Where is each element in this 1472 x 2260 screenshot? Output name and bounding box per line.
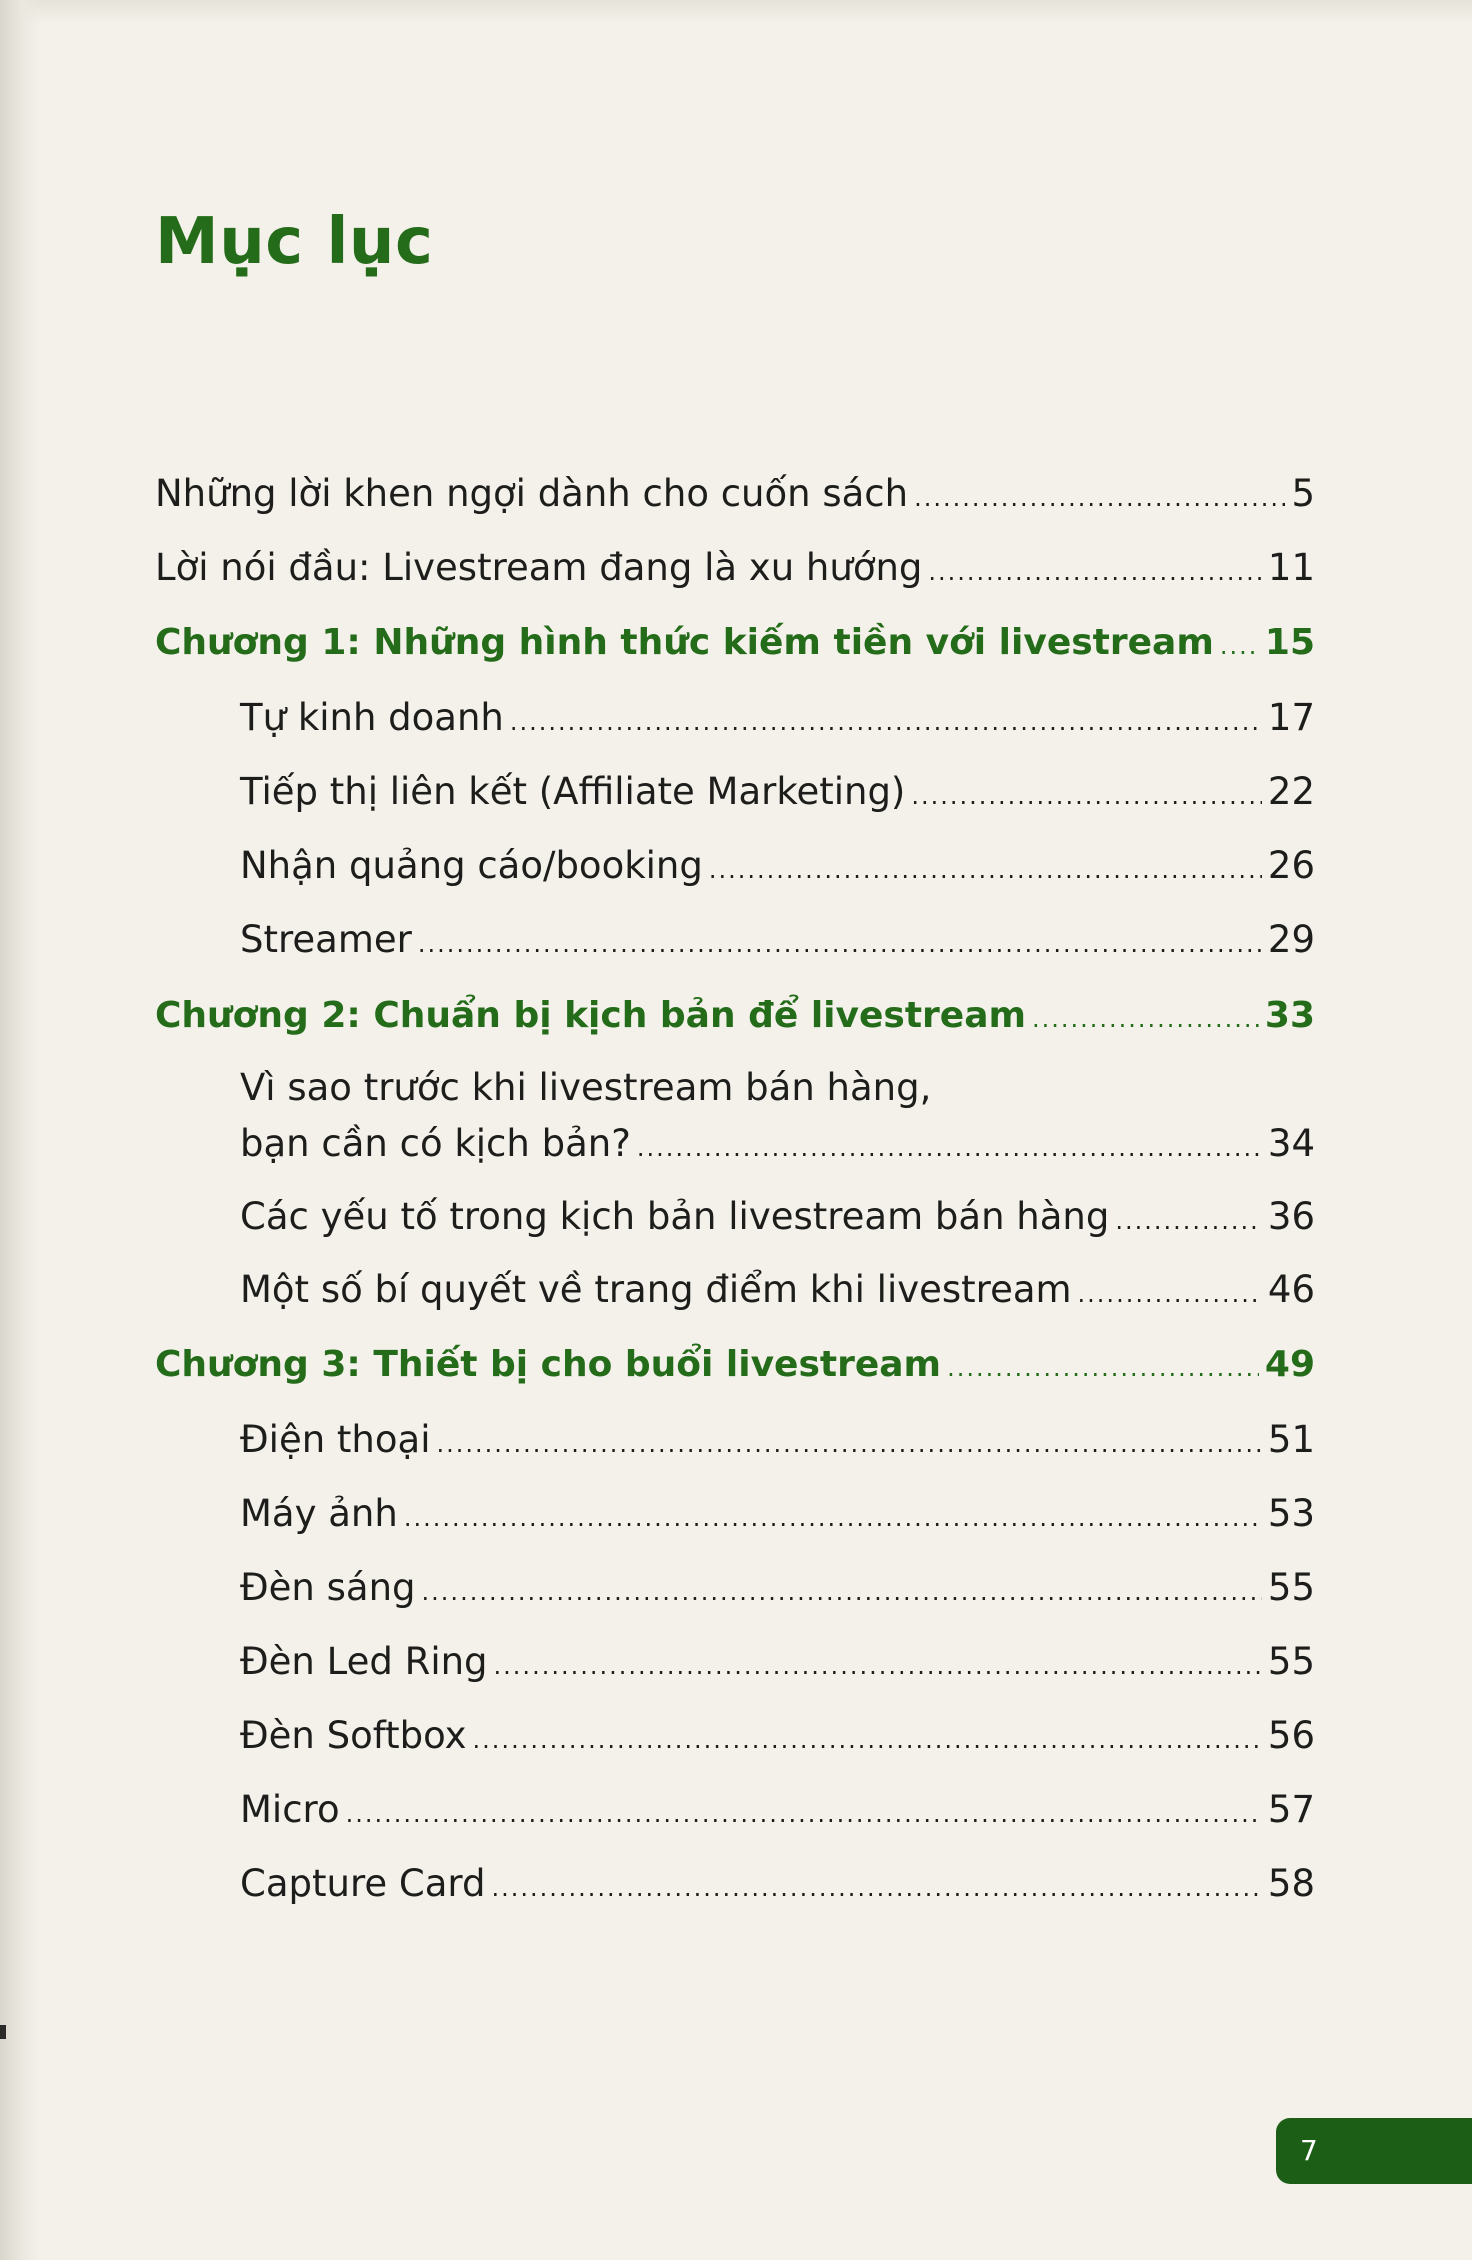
toc-chapter-entry	[155, 1339, 1315, 1394]
toc-entry-text: Đèn sáng	[240, 1566, 416, 1609]
leader-dots	[422, 1562, 1262, 1618]
toc-page-number: 55	[1267, 1640, 1315, 1683]
toc-subentry	[240, 766, 1315, 822]
leader-dots	[346, 1784, 1262, 1840]
toc-subentry	[240, 1118, 1315, 1174]
toc-subentry	[240, 1710, 1315, 1766]
leader-dots	[494, 1636, 1262, 1692]
leader-dots	[1032, 990, 1259, 1045]
toc-entry	[155, 542, 1315, 598]
page-edge-mark	[0, 2025, 6, 2039]
toc-chapter-text: Chương 3: Thiết bị cho buổi livestream	[155, 1344, 942, 1385]
leader-dots	[928, 542, 1262, 598]
leader-dots	[637, 1118, 1262, 1174]
leader-dots	[418, 914, 1262, 970]
toc-entry-text: Tự kinh doanh	[240, 696, 504, 739]
toc-page-number: 22	[1267, 770, 1315, 813]
toc-subentry	[240, 1488, 1315, 1544]
leader-dots	[1220, 617, 1259, 672]
toc-subentry	[240, 1264, 1315, 1320]
toc-entry-text: Nhận quảng cáo/booking	[240, 844, 703, 887]
toc-subentry	[240, 692, 1315, 748]
toc-page-number: 11	[1267, 546, 1315, 589]
toc-subentry	[240, 914, 1315, 970]
toc-page-number: 33	[1264, 995, 1315, 1036]
leader-dots	[491, 1858, 1261, 1914]
toc-subentry	[240, 1414, 1315, 1470]
leader-dots	[404, 1488, 1262, 1544]
toc-entry-text: Điện thoại	[240, 1418, 431, 1461]
toc-page-number: 29	[1267, 918, 1315, 961]
toc-chapter-entry	[155, 990, 1315, 1045]
toc-chapter-text: Chương 2: Chuẩn bị kịch bản để livestream	[155, 995, 1026, 1036]
toc-subentry	[240, 1858, 1315, 1914]
toc-subentry	[240, 1784, 1315, 1840]
toc-entry-text: Các yếu tố trong kịch bản livestream bán hàng	[240, 1195, 1110, 1238]
toc-entry-text: Những lời khen ngợi dành cho cuốn sách	[155, 472, 909, 515]
toc-subentry	[240, 1636, 1315, 1692]
leader-dots	[947, 1339, 1259, 1394]
toc-page-number: 49	[1264, 1344, 1315, 1385]
toc-page-number: 17	[1267, 696, 1315, 739]
leader-dots	[473, 1710, 1262, 1766]
page-title: Mục lục	[155, 205, 434, 279]
toc-page-number: 5	[1291, 472, 1315, 515]
toc-page-number: 15	[1264, 622, 1315, 663]
toc-entry-text: Máy ảnh	[240, 1492, 398, 1535]
toc-page-number: 57	[1267, 1788, 1315, 1831]
toc-page-number: 51	[1267, 1418, 1315, 1461]
page-number-tab	[1276, 2118, 1472, 2184]
toc-entry-text: Một số bí quyết về trang điểm khi livestream	[240, 1268, 1072, 1311]
leader-dots	[914, 468, 1285, 524]
toc-entry-text: Streamer	[240, 918, 412, 961]
page-number: 7	[1300, 2134, 1318, 2167]
toc-page-number: 26	[1267, 844, 1315, 887]
toc-page-number: 34	[1267, 1122, 1315, 1165]
toc-entry-text: Micro	[240, 1788, 340, 1831]
page-top-shadow	[0, 0, 1472, 24]
leader-dots	[1115, 1191, 1262, 1247]
toc-subentry	[240, 1191, 1315, 1247]
leader-dots	[709, 840, 1262, 896]
leader-dots	[436, 1414, 1261, 1470]
toc-subentry	[240, 1562, 1315, 1618]
toc-page-number: 53	[1267, 1492, 1315, 1535]
toc-chapter-entry	[155, 617, 1315, 672]
toc-chapter-text: Chương 1: Những hình thức kiếm tiền với livestream	[155, 622, 1214, 663]
toc-entry-text: Capture Card	[240, 1862, 486, 1905]
toc-entry-text: Đèn Led Ring	[240, 1640, 488, 1683]
toc-entry	[155, 468, 1315, 524]
toc-entry-text: Lời nói đầu: Livestream đang là xu hướng	[155, 546, 923, 589]
toc-page-number: 36	[1267, 1195, 1315, 1238]
toc-subentry-first-line: Vì sao trước khi livestream bán hàng,	[240, 1066, 932, 1109]
leader-dots	[510, 692, 1262, 748]
toc-entry-text: bạn cần có kịch bản?	[240, 1122, 631, 1165]
toc-page-number: 58	[1267, 1862, 1315, 1905]
toc-subentry	[240, 840, 1315, 896]
toc-entry-text: Đèn Softbox	[240, 1714, 467, 1757]
toc-page-number: 46	[1267, 1268, 1315, 1311]
toc-page-number: 55	[1267, 1566, 1315, 1609]
book-gutter-shadow	[0, 0, 40, 2260]
leader-dots	[1078, 1264, 1262, 1320]
toc-page-number: 56	[1267, 1714, 1315, 1757]
leader-dots	[911, 766, 1262, 822]
toc-entry-text: Tiếp thị liên kết (Affiliate Marketing)	[240, 770, 906, 813]
